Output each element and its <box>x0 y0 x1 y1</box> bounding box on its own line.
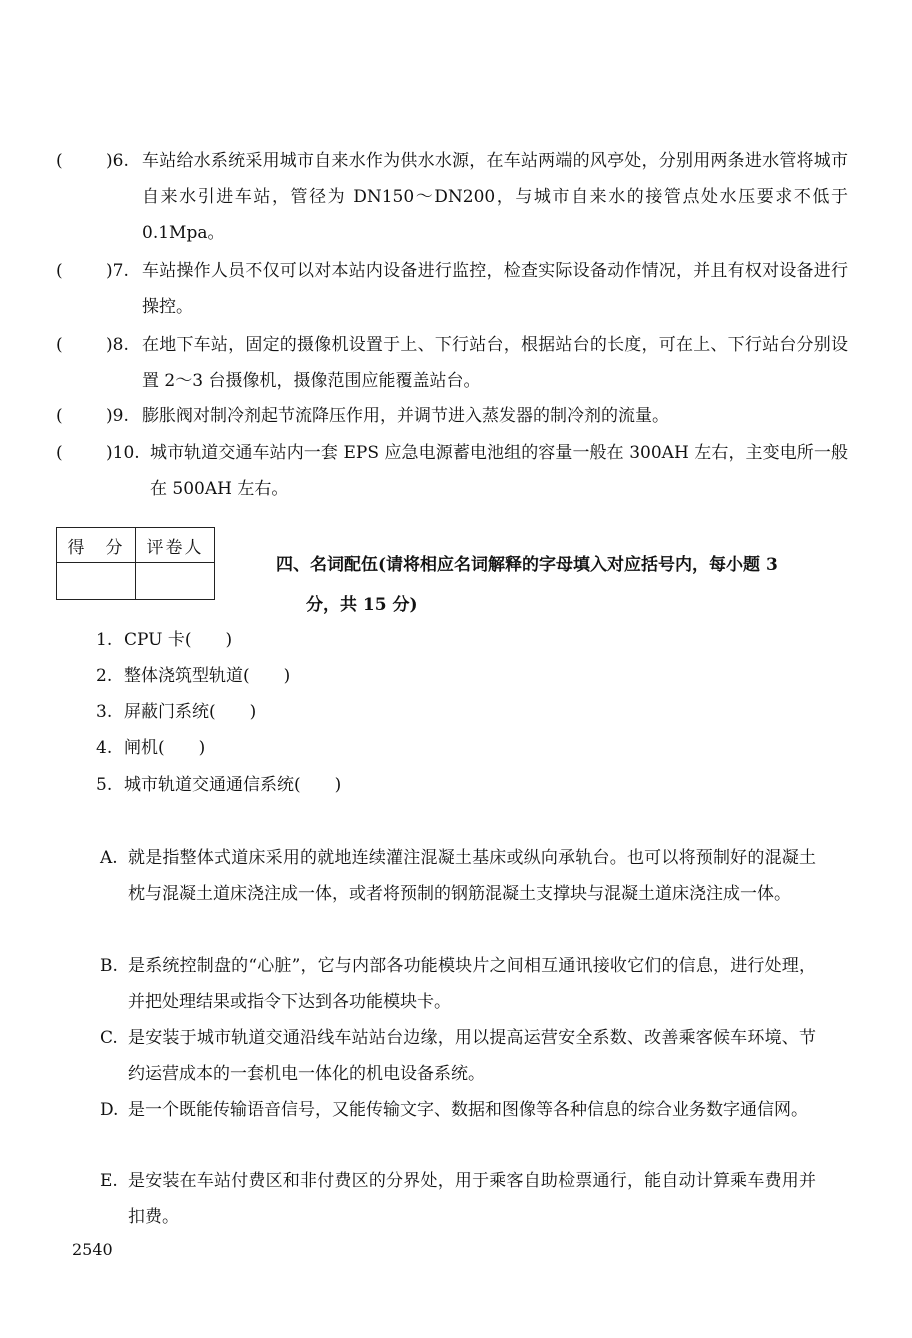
item-number: )9. <box>106 406 129 426</box>
item-text: 膨胀阀对制冷剂起节流降压作用，并调节进入蒸发器的制冷剂的流量。 <box>142 406 669 426</box>
definition-text: 就是指整体式道床采用的就地连续灌注混凝土基床或纵向承轨台。也可以将预制好的混凝土枕与混凝土道床浇注成一体，或者将预制的钢筋混凝土支撑块与混凝土道床浇注成一体。 <box>128 848 816 904</box>
answer-paren: ( <box>56 261 63 281</box>
section-title <box>276 545 850 625</box>
definition-text: 是安装于城市轨道交通沿线车站站台边缘，用以提高运营安全系数、改善乘客候车环境、节约运营成本的一套机电一体化的机电设备系统。 <box>128 1028 816 1084</box>
term-number: 1. <box>96 630 113 650</box>
definition-letter: D. <box>100 1100 119 1120</box>
answer-paren: ( <box>56 406 63 426</box>
score-cell <box>57 563 136 600</box>
item-number: )10. <box>106 443 140 463</box>
term-number: 5. <box>96 775 113 795</box>
score-label: 得 分 <box>57 528 136 563</box>
definition-letter: A. <box>100 848 118 868</box>
item-text: 在地下车站，固定的摄像机设置于上、下行站台，根据站台的长度，可在上、下行站台分别设置 2～3 台摄像机，摄像范围应能覆盖站台。 <box>142 335 848 391</box>
term-text: 闸机( ) <box>124 738 206 758</box>
term-item-3 <box>96 697 256 727</box>
answer-paren: ( <box>56 151 63 171</box>
item-number: )8. <box>106 335 129 355</box>
term-item-5 <box>96 770 341 800</box>
term-item-1 <box>96 625 232 655</box>
answer-paren: ( <box>56 335 63 355</box>
item-number: )6. <box>106 151 129 171</box>
definition-text: 是安装在车站付费区和非付费区的分界处，用于乘客自助检票通行，能自动计算乘车费用并扣费。 <box>128 1171 816 1227</box>
term-text: CPU 卡( ) <box>124 630 233 650</box>
section-title-line1: 四、名词配伍(请将相应名词解释的字母填入对应括号内，每小题 3 <box>276 555 778 575</box>
definition-letter: E. <box>100 1171 118 1191</box>
item-text: 车站给水系统采用城市自来水作为供水水源，在车站两端的风亭处，分别用两条进水管将城市自来水引进车站，管径为 DN150～DN200，与城市自来水的接管点处水压要求不低于 0.1Mpa。 <box>142 151 848 243</box>
definition-text: 是系统控制盘的“心脏”，它与内部各功能模块片之间相互通讯接收它们的信息，进行处理，并把处理结果或指令下达到各功能模块卡。 <box>128 956 816 1012</box>
item-text: 城市轨道交通车站内一套 EPS 应急电源蓄电池组的容量一般在 300AH 左右，主变电所一般在 500AH 左右。 <box>150 443 848 499</box>
term-item-2 <box>96 661 290 691</box>
definition-letter: B. <box>100 956 118 976</box>
grader-cell <box>136 563 215 600</box>
page-number: 2540 <box>72 1240 113 1259</box>
term-text: 屏蔽门系统( ) <box>124 702 257 722</box>
item-number: )7. <box>106 261 129 281</box>
item-text: 车站操作人员不仅可以对本站内设备进行监控，检查实际设备动作情况，并且有权对设备进行操控。 <box>142 261 848 317</box>
score-table <box>56 527 215 600</box>
definition-text: 是一个既能传输语音信号，又能传输文字、数据和图像等各种信息的综合业务数字通信网。 <box>128 1100 808 1120</box>
section-title-line2: 分，共 15 分) <box>306 595 418 615</box>
term-text: 整体浇筑型轨道( ) <box>124 666 291 686</box>
term-item-4 <box>96 733 205 763</box>
term-number: 2. <box>96 666 113 686</box>
term-text: 城市轨道交通通信系统( ) <box>124 775 342 795</box>
term-number: 4. <box>96 738 113 758</box>
grader-label: 评卷人 <box>136 528 215 563</box>
answer-paren: ( <box>56 443 63 463</box>
term-number: 3. <box>96 702 113 722</box>
definition-letter: C. <box>100 1028 118 1048</box>
